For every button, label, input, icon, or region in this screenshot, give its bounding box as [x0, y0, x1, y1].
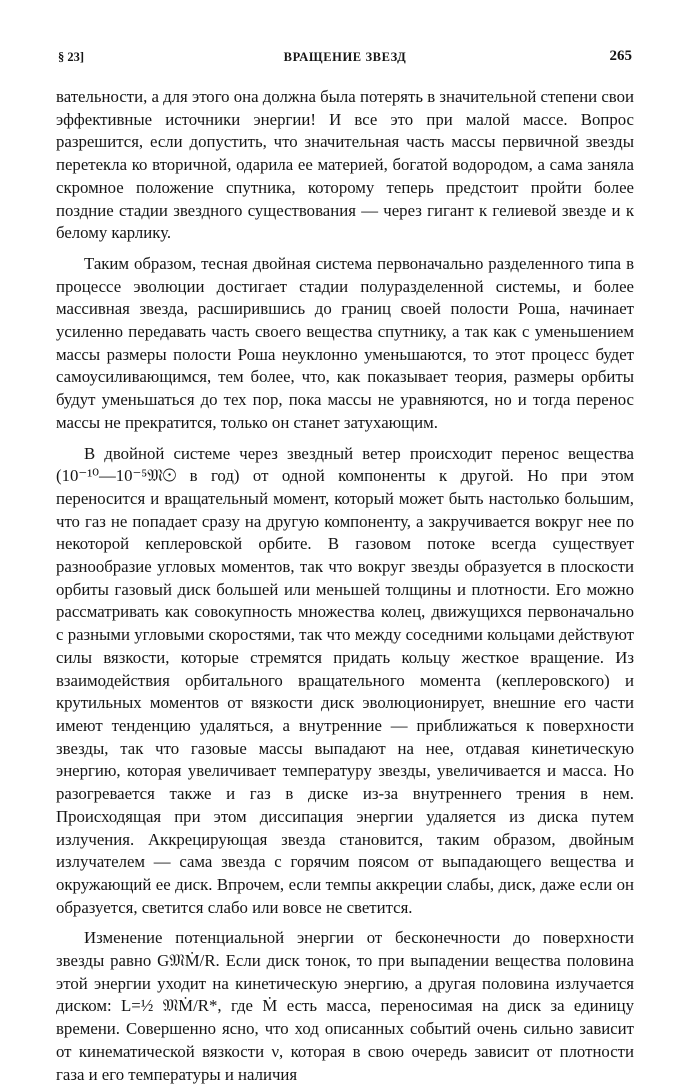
paragraph-roche-lobe: Таким образом, тесная двойная система первоначально разделенного типа в процессе эволюции достигает стадии полуразделенной системы, и более массивная звезда, расширившись до границ своей полости Роша, начинает усиленно передавать часть своего вещества спутнику, а так как с уменьшением массы размеры полости Роша неуклонно уменьшаются, то этот процесс будет самоусиливающимся, тем более, что, как показывает теория, размеры орбиты будут уменьшаться до тех пор, пока массы не уравняются, но и тогда перенос массы не прекратится, только он станет затухающим.	[56, 253, 634, 432]
paragraph-disk-luminosity: Изменение потенциальной энергии от бесконечности до поверхности звезды равно G𝔐Ṁ/R. Если диск тонок, то при выпадении вещества половина этой энергии уходит на кинетическую энергию, а другая половина излучается диском: L=½ 𝔐Ṁ/R*, где Ṁ есть масса, переносимая на диск за единицу времени. Совершенно ясно, что ход описанных событий очень сильно зависит от кинематической вязкости ν, которая в свою очередь зависит от плотности газа и его температуры и наличия	[56, 928, 634, 1084]
page-number: 265	[609, 48, 632, 64]
chapter-title: ВРАЩЕНИЕ ЗВЕЗД	[283, 50, 407, 64]
section-marker: § 23]	[58, 50, 85, 64]
paragraph-accretion-disk: В двойной системе через звездный ветер происходит перенос вещества (10⁻¹⁰—10⁻⁵𝔐☉ в год) от одной компоненты к другой. Но при этом переносится и вращательный момент, который может быть настолько большим, что газ не попадает сразу на другую компоненту, а закручивается вокруг нее по некоторой кеплеровской орбите. В газовом потоке всегда существует разнообразие угловых моментов, так что вокруг звезды образуется в плоскости орбиты газовый диск большей или меньшей толщины и плотности. Его можно рассматривать как совокупность множества колец, движущихся первоначально с разными угловыми скоростями, так что между соседними кольцами действуют силы вязкости, которые стремятся придать кольцу жесткое вращение. Из взаимодействия орбитального вращательного момента (кеплеровского) и крутильных моментов от вязкости диск эволюционирует, внешние его части имеют тенденцию удаляться, а внутренние — приближаться к поверхности звезды, так что газовые массы выпадают на нее, отдавая кинетическую энергию, которая увеличивает температуру звезды, увеличивается и масса. Но разогревается также и газ в диске из-за внутреннего трения в нем. Происходящая при этом диссипация энергии удаляется из диска путем излучения. Аккрецирующая звезда становится, таким образом, двойным излучателем — сама звезда с горячим поясом от выпадающего вещества и окружающий ее диск. Впрочем, если темпы аккреции слабы, диск, даже если он образуется, светится слабо или вовсе не светится.	[56, 443, 634, 917]
running-header	[58, 50, 632, 68]
paragraph-continued: вательности, а для этого она должна была потерять в значительной степени свои эффективные источники энергии! И все это при малой массе. Вопрос разрешится, если допустить, что значительная часть массы первичной звезды перетекла ко вторичной, одарила ее материей, богатой водородом, а сама заняла скромное положение спутника, которому теперь предстоит пройти более поздние стадии звездного существования — через гигант к гелиевой звезде и к белому карлику.	[56, 87, 634, 243]
page-body	[56, 86, 634, 1086]
